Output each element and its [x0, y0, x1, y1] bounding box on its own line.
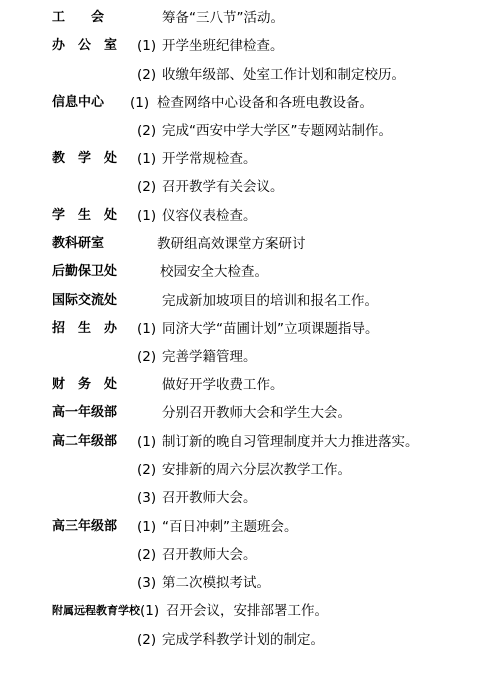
item-number: (2)	[137, 179, 157, 195]
department-label: 高一年级部	[52, 405, 118, 420]
item-number: (1)	[137, 208, 157, 224]
item-number: (2)	[137, 349, 157, 365]
department-label: 办 公 室	[52, 38, 118, 53]
entry-row	[0, 628, 491, 652]
entry-row	[0, 63, 491, 87]
task-text: 制订新的晚自习管理制度并大力推进落实。	[162, 434, 419, 450]
task-text: 完善学籍管理。	[162, 349, 257, 365]
entry-row	[0, 119, 491, 143]
entry-row	[0, 571, 491, 595]
entry-row	[0, 458, 491, 482]
task-text: 仪容仪表检查。	[162, 208, 257, 224]
entry-row	[0, 289, 491, 313]
task-text: 校园安全大检查。	[160, 264, 268, 280]
department-label: 信息中心	[52, 95, 105, 110]
task-text: 召开会议，安排部署工作。	[166, 603, 328, 619]
item-number: (2)	[137, 67, 157, 83]
item-number: (1)	[137, 321, 157, 337]
department-label: 教科研室	[52, 236, 105, 251]
entry-row	[0, 91, 491, 115]
entry-row	[0, 204, 491, 228]
task-text: “百日冲刺”主题班会。	[162, 519, 298, 535]
department-label: 工 会	[52, 10, 105, 25]
task-text: 开学坐班纪律检查。	[162, 38, 284, 54]
entry-row	[0, 373, 491, 397]
task-text: 教研组高效课堂方案研讨	[157, 236, 306, 252]
task-text: 做好开学收费工作。	[162, 377, 284, 393]
entry-row	[0, 6, 491, 30]
entry-row	[0, 147, 491, 171]
entry-row	[0, 599, 491, 623]
department-label: 附属远程教育学校	[52, 604, 140, 617]
item-number: (3)	[137, 575, 157, 591]
entry-row	[0, 486, 491, 510]
item-number: (1)	[137, 434, 157, 450]
entry-row	[0, 34, 491, 58]
department-label: 后勤保卫处	[52, 264, 118, 279]
department-label: 高二年级部	[52, 434, 118, 449]
task-text: 完成“西安中学大学区”专题网站制作。	[162, 123, 392, 139]
item-number: (2)	[137, 123, 157, 139]
department-label: 国际交流处	[52, 293, 118, 308]
task-text: 完成新加坡项目的培训和报名工作。	[162, 293, 378, 309]
item-number: (1)	[137, 519, 157, 535]
entry-row	[0, 515, 491, 539]
department-label: 高三年级部	[52, 519, 118, 534]
task-text: 安排新的周六分层次教学工作。	[162, 462, 351, 478]
entry-row	[0, 317, 491, 341]
entry-row	[0, 260, 491, 284]
department-label: 教 学 处	[52, 151, 118, 166]
item-number: (2)	[137, 462, 157, 478]
task-text: 召开教师大会。	[162, 547, 257, 563]
item-number: (1)	[130, 95, 150, 111]
task-text: 召开教师大会。	[162, 490, 257, 506]
entry-row	[0, 430, 491, 454]
entry-row	[0, 345, 491, 369]
task-text: 开学常规检查。	[162, 151, 257, 167]
item-number: (1)	[140, 603, 160, 619]
department-label: 招 生 办	[52, 321, 118, 336]
item-number: (1)	[137, 38, 157, 54]
task-text: 分别召开教师大会和学生大会。	[162, 405, 351, 421]
task-text: 同济大学“苗圃计划”立项课题指导。	[162, 321, 379, 337]
entry-row	[0, 401, 491, 425]
item-number: (1)	[137, 151, 157, 167]
department-label: 学 生 处	[52, 208, 118, 223]
task-text: 召开教学有关会议。	[162, 179, 284, 195]
item-number: (3)	[137, 490, 157, 506]
entry-row	[0, 543, 491, 567]
entry-row	[0, 175, 491, 199]
task-text: 筹备“三八节”活动。	[162, 10, 284, 26]
task-text: 第二次模拟考试。	[162, 575, 270, 591]
entry-row	[0, 232, 491, 256]
task-text: 完成学科教学计划的制定。	[162, 632, 324, 648]
department-label: 财 务 处	[52, 377, 118, 392]
task-text: 收缴年级部、处室工作计划和制定校历。	[162, 67, 405, 83]
task-text: 检查网络中心设备和各班电教设备。	[157, 95, 373, 111]
item-number: (2)	[137, 632, 157, 648]
item-number: (2)	[137, 547, 157, 563]
